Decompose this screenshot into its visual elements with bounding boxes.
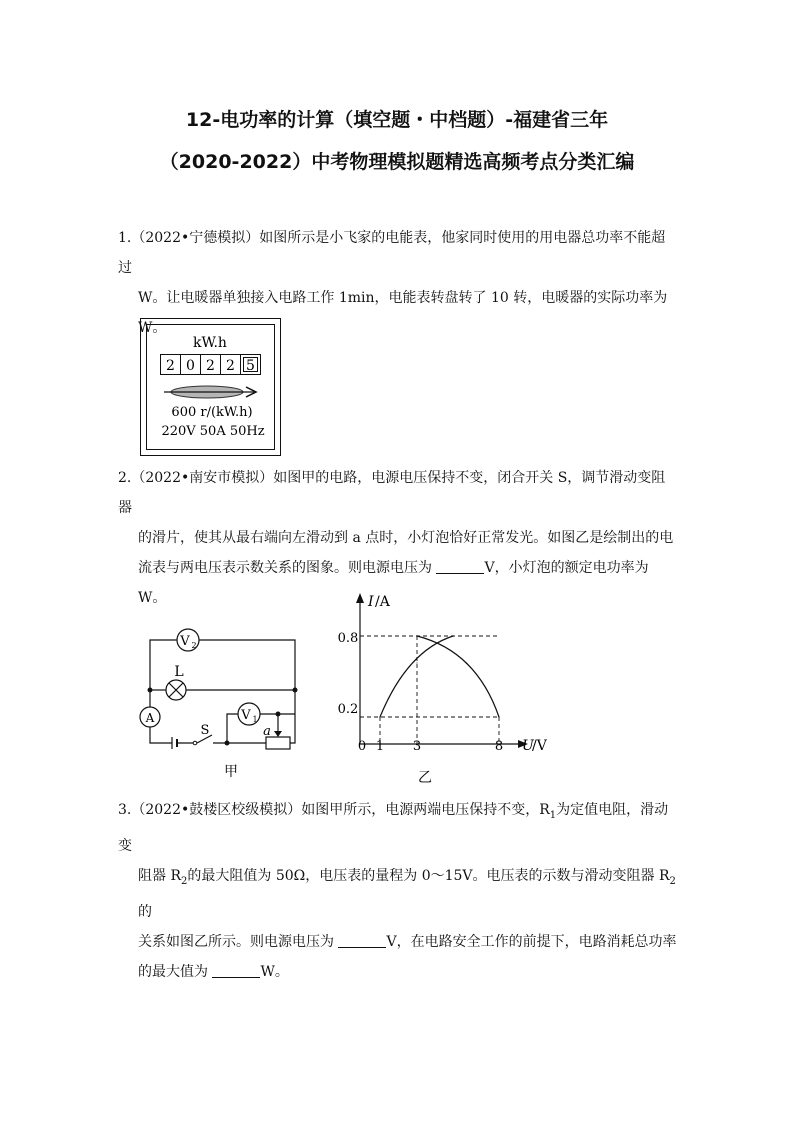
y-tick-label: 0.2 bbox=[337, 702, 359, 717]
x-tick-label: 8 bbox=[494, 739, 504, 754]
figure-caption-yi: 乙 bbox=[418, 770, 432, 786]
question-text: V，在电路安全工作的前提下，电路消耗总功率 bbox=[386, 933, 677, 950]
question-text: W。 bbox=[138, 320, 167, 336]
question-text: 的最大阻值为 50Ω，电压表的量程为 0～15V。电压表的示数与滑动变阻器 R bbox=[187, 867, 670, 884]
question-text: W。 bbox=[138, 590, 167, 606]
x-tick-label: 3 bbox=[412, 739, 422, 754]
v2-label: V bbox=[180, 634, 190, 649]
meter-digit: 5 bbox=[246, 358, 255, 374]
meter-digit: 2 bbox=[206, 358, 215, 374]
x-axis-label: U bbox=[522, 738, 534, 754]
subscript: 2 bbox=[181, 875, 188, 887]
lamp-icon bbox=[166, 680, 186, 700]
meter-rev-rate: 600 r/(kW.h) bbox=[171, 405, 253, 420]
x-axis-unit: /V bbox=[532, 738, 547, 754]
question-text: 流表与两电压表示数关系的图象。则电源电压为 bbox=[138, 560, 437, 576]
meter-digit: 0 bbox=[186, 358, 195, 374]
meter-digits bbox=[161, 355, 261, 375]
question-text: W。让电暖器单独接入电路工作 1min，电能表转盘转了 10 转，电暖器的实际功率为 bbox=[138, 290, 668, 306]
v1-subscript: 1 bbox=[252, 715, 258, 724]
question-text: 为定值电阻，滑动变 bbox=[118, 802, 669, 854]
question-text: V，小灯泡的额定电功率为 bbox=[484, 560, 649, 576]
meter-rating: 220V 50A 50Hz bbox=[161, 424, 265, 439]
series-curve bbox=[380, 636, 453, 717]
x-tick-label: 0 bbox=[357, 739, 367, 754]
question-text: 关系如图乙所示。则电源电压为 bbox=[138, 933, 339, 950]
question-text: W。 bbox=[260, 963, 289, 980]
meter-digit: 2 bbox=[166, 358, 175, 374]
switch-label: S bbox=[200, 723, 210, 738]
question-text: （2022•宁德模拟）如图所示是小飞家的电能表，他家同时使用的用电器总功率不能超过 bbox=[118, 230, 666, 276]
page-title-line1: 12-电功率的计算（填空题・中档题）-福建省三年 bbox=[185, 109, 609, 131]
page-title-line2: （2020-2022）中考物理模拟题精选高频考点分类汇编 bbox=[159, 151, 635, 173]
circuit-diagram-jia bbox=[130, 620, 310, 785]
iu-graph-yi bbox=[337, 585, 570, 790]
question-text: 的 bbox=[138, 903, 152, 920]
y-axis-label: I bbox=[368, 594, 374, 610]
question-number: 1. bbox=[118, 230, 132, 246]
voltmeter-v1-icon bbox=[238, 703, 260, 725]
ammeter-icon bbox=[140, 707, 160, 727]
question-number: 3. bbox=[118, 802, 132, 818]
slider-label: a bbox=[263, 724, 271, 739]
electric-meter-figure bbox=[140, 318, 281, 456]
question-text: 的滑片，使其从最右端向左滑动到 a 点时，小灯泡恰好正常发光。如图乙是绘制出的电 bbox=[138, 530, 674, 546]
meter-digit: 2 bbox=[226, 358, 235, 374]
subscript: 1 bbox=[549, 809, 557, 821]
question-text: （2022•鼓楼区校级模拟）如图甲所示，电源两端电压保持不变，R bbox=[131, 802, 550, 818]
question-text: 的最大值为 bbox=[138, 963, 213, 980]
answer-blank[interactable] bbox=[436, 559, 484, 574]
figure-caption-jia: 甲 bbox=[224, 764, 238, 780]
question-text: （2022•南安市模拟）如图甲的电路，电源电压保持不变，闭合开关 S，调节滑动变阻器 bbox=[118, 470, 666, 516]
y-axis-unit: /A bbox=[375, 594, 390, 610]
y-axis-arrow-icon bbox=[356, 593, 364, 603]
voltmeter-v2-icon bbox=[177, 629, 199, 651]
x-tick-label: 1 bbox=[375, 739, 385, 754]
v1-label: V bbox=[241, 708, 251, 723]
meter-unit: kW.h bbox=[193, 335, 227, 351]
ammeter-label: A bbox=[145, 711, 155, 725]
subscript: 2 bbox=[669, 875, 676, 887]
v2-subscript: 2 bbox=[191, 641, 197, 650]
rotating-disc-icon bbox=[164, 386, 256, 398]
lamp-label: L bbox=[174, 664, 184, 680]
question-number: 2. bbox=[118, 470, 132, 486]
answer-blank[interactable] bbox=[212, 963, 260, 978]
answer-blank[interactable] bbox=[338, 933, 386, 948]
y-tick-label: 0.8 bbox=[337, 631, 359, 646]
question-3 bbox=[118, 795, 678, 987]
question-text: 阻器 R bbox=[138, 867, 181, 884]
